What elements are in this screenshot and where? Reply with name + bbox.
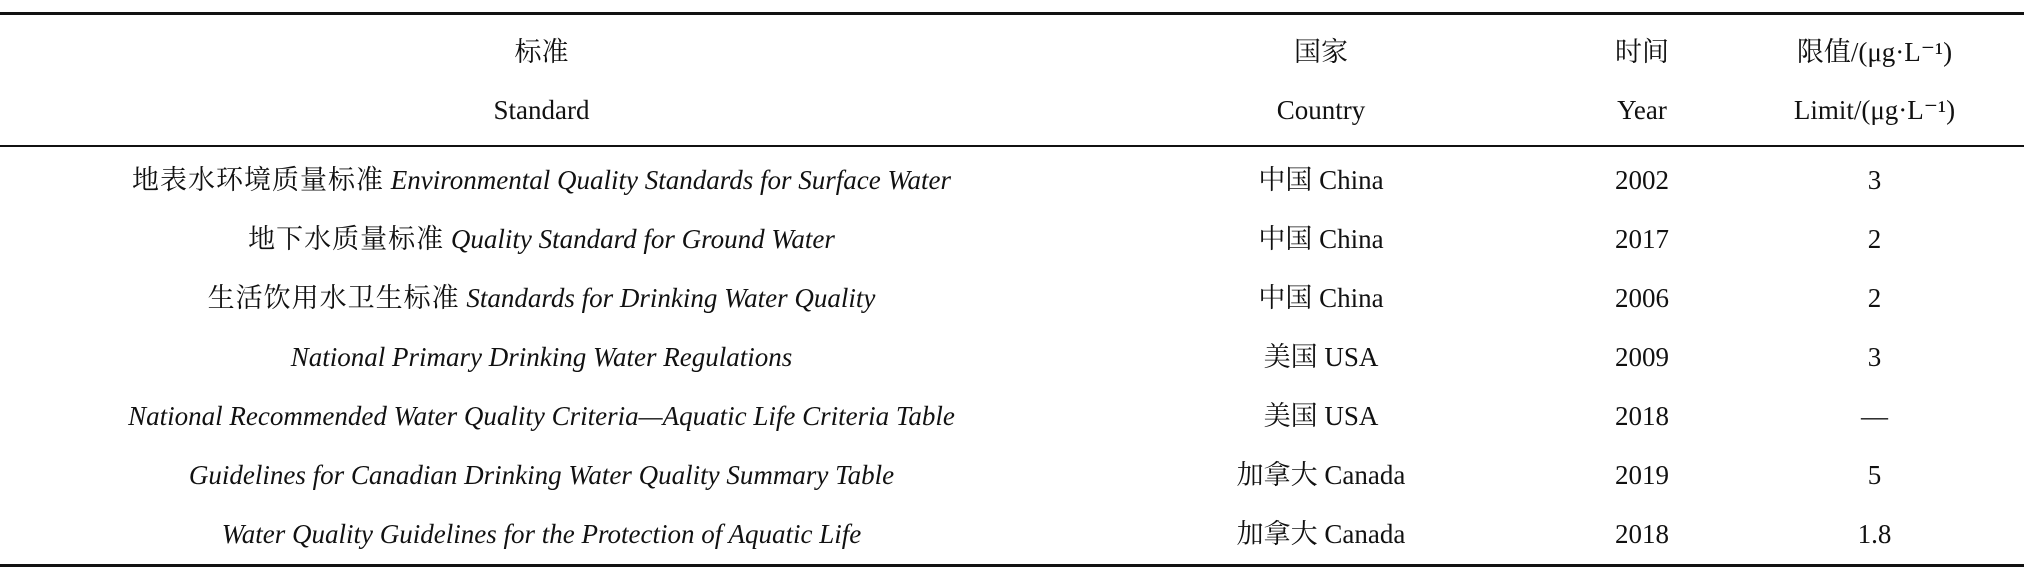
limit-cell: 3 (1867, 165, 1882, 195)
header-country-en: Country (1083, 81, 1559, 146)
standard-name-en: Water Quality Guidelines for the Protection of Aquatic Life (221, 519, 862, 549)
header-standard-cn: 标准 (0, 14, 1083, 82)
country-cell: 加拿大 Canada (1236, 460, 1406, 490)
limit-cell: 5 (1867, 460, 1882, 490)
limit-cell: 2 (1867, 224, 1882, 254)
standard-name-en: National Primary Drinking Water Regulations (290, 342, 793, 372)
standard-name-en: National Recommended Water Quality Criteria—Aquatic Life Criteria Table (128, 401, 955, 431)
table-row (0, 505, 2024, 566)
header-country-cn: 国家 (1083, 14, 1559, 82)
table-row (0, 387, 2024, 446)
limit-cell: 1.8 (1725, 505, 2024, 566)
year-cell: 2009 (1615, 342, 1669, 372)
standard-name-en: Environmental Quality Standards for Surface Water (390, 165, 951, 195)
header-limit-cn: 限值/(μg·L⁻¹) (1725, 14, 2024, 82)
limit-cell: 3 (1867, 342, 1882, 372)
standard-cell (0, 210, 1083, 269)
header-year-cn: 时间 (1559, 14, 1725, 82)
standard-cell (0, 387, 1083, 446)
standard-name-en: Quality Standard for Ground Water (450, 224, 835, 254)
standard-name-cn: 地下水质量标准 (248, 224, 445, 254)
standard-name-en: Standards for Drinking Water Quality (466, 283, 876, 313)
header-row-english (0, 81, 2024, 146)
table-row (0, 210, 2024, 269)
standard-cell (0, 269, 1083, 328)
header-limit-en: Limit/(μg·L⁻¹) (1725, 81, 2024, 146)
table-row (0, 446, 2024, 505)
country-cell: 中国 China (1258, 165, 1384, 195)
standard-cell (0, 446, 1083, 505)
standard-name-cn: 地表水环境质量标准 (132, 165, 385, 195)
table-row (0, 328, 2024, 387)
standards-table (0, 12, 2024, 567)
country-cell: 美国 USA (1263, 401, 1379, 431)
standard-name-en: Guidelines for Canadian Drinking Water Quality Summary Table (188, 460, 895, 490)
country-cell: 中国 China (1258, 283, 1384, 313)
year-cell: 2018 (1615, 401, 1669, 431)
standard-cell (0, 328, 1083, 387)
country-cell: 中国 China (1258, 224, 1384, 254)
limit-cell: — (1861, 401, 1888, 431)
country-cell: 加拿大 Canada (1083, 505, 1559, 566)
year-cell: 2018 (1559, 505, 1725, 566)
table-header (0, 14, 2024, 147)
year-cell: 2002 (1615, 165, 1669, 195)
table-row (0, 269, 2024, 328)
header-year-en: Year (1559, 81, 1725, 146)
standard-name-cn: 生活饮用水卫生标准 (207, 283, 460, 313)
year-cell: 2019 (1615, 460, 1669, 490)
standard-cell (0, 505, 1083, 566)
year-cell: 2006 (1615, 283, 1669, 313)
year-cell: 2017 (1615, 224, 1669, 254)
standard-cell (0, 146, 1083, 210)
limit-cell: 2 (1867, 283, 1882, 313)
header-standard-en: Standard (0, 81, 1083, 146)
table-body (0, 146, 2024, 566)
table-row (0, 146, 2024, 210)
country-cell: 美国 USA (1263, 342, 1379, 372)
header-row-chinese (0, 14, 2024, 82)
